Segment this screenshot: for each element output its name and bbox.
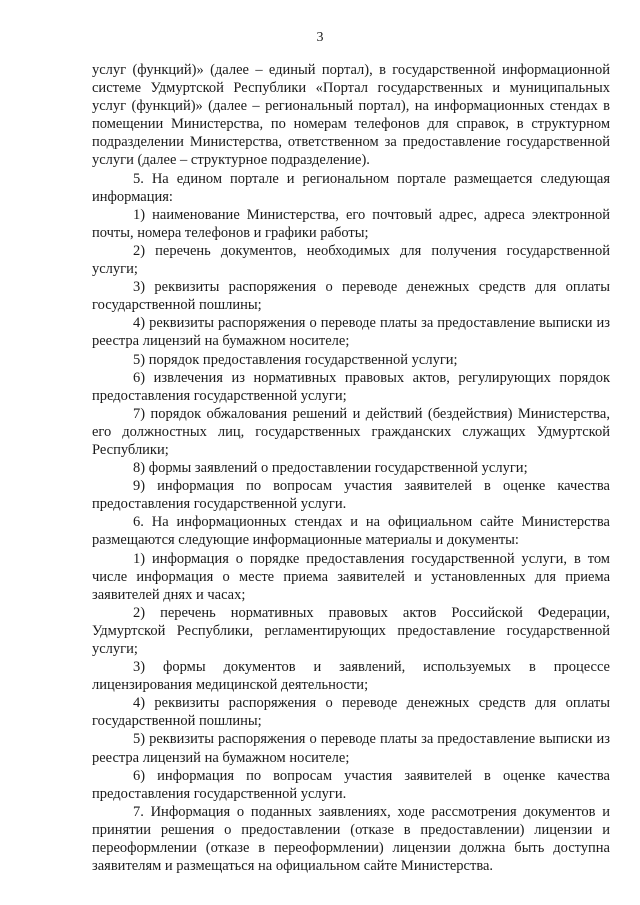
paragraph: 7) порядок обжалования решений и действий (бездействия) Министерства, его должностных лиц, государственных гражданских служащих Удмуртской Республики; <box>92 405 610 458</box>
paragraph: услуг (функций)» (далее – единый портал), в государственной информационной системе Удмуртской Республики «Портал государственных и муниципальных услуг (функций)» (далее – региональный портал), на информационных стендах в помещении Министерства, по номерам телефонов для справок, в структурном подразделении Министерства, ответственном за предоставление государственной услуги (далее – структурное подразделение). <box>92 62 610 169</box>
page-number: 3 <box>316 30 324 45</box>
paragraph: 8) формы заявлений о предоставлении государственной услуги; <box>133 460 528 477</box>
paragraph: 5. На едином портале и региональном портале размещается следующая информация: <box>92 170 610 205</box>
paragraph: 1) наименование Министерства, его почтовый адрес, адреса электронной почты, номера телефонов и графики работы; <box>92 206 610 241</box>
paragraph: 2) перечень нормативных правовых актов Российской Федерации, Удмуртской Республики, регламентирующих предоставление государственной услуги; <box>92 604 610 657</box>
document-body <box>92 61 610 875</box>
paragraph: 3) реквизиты распоряжения о переводе денежных средств для оплаты государственной пошлины; <box>92 279 610 314</box>
paragraph: 5) реквизиты распоряжения о переводе платы за предоставление выписки из реестра лицензий на бумажном носителе; <box>92 731 610 766</box>
paragraph: 1) информация о порядке предоставления государственной услуги, в том числе информация о месте приема заявителей и установленных для приема заявителей днях и часах; <box>92 550 610 603</box>
paragraph: 4) реквизиты распоряжения о переводе платы за предоставление выписки из реестра лицензий на бумажном носителе; <box>92 315 610 350</box>
paragraph: 4) реквизиты распоряжения о переводе денежных средств для оплаты государственной пошлины; <box>92 695 610 730</box>
paragraph: 2) перечень документов, необходимых для получения государственной услуги; <box>92 242 610 278</box>
paragraph: 5) порядок предоставления государственной услуги; <box>133 351 458 368</box>
paragraph: 6) информация по вопросам участия заявителей в оценке качества предоставления государственной услуги. <box>92 767 610 802</box>
paragraph: 7. Информация о поданных заявлениях, ходе рассмотрения документов и принятии решения о предоставлении (отказе в предоставлении) лицензии и переоформлении (отказе в переоформлении) лицензии должна быть доступна заявителям и размещаться на официальном сайте Министерства. <box>92 803 610 875</box>
paragraph: 6. На информационных стендах и на официальном сайте Министерства размещаются следующие информационные материалы и документы: <box>92 514 610 549</box>
paragraph: 9) информация по вопросам участия заявителей в оценке качества предоставления государственной услуги. <box>92 478 610 513</box>
paragraph: 3) формы документов и заявлений, используемых в процессе лицензирования медицинской деятельности; <box>92 659 610 694</box>
paragraph: 6) извлечения из нормативных правовых актов, регулирующих порядок предоставления государственной услуги; <box>92 369 610 404</box>
